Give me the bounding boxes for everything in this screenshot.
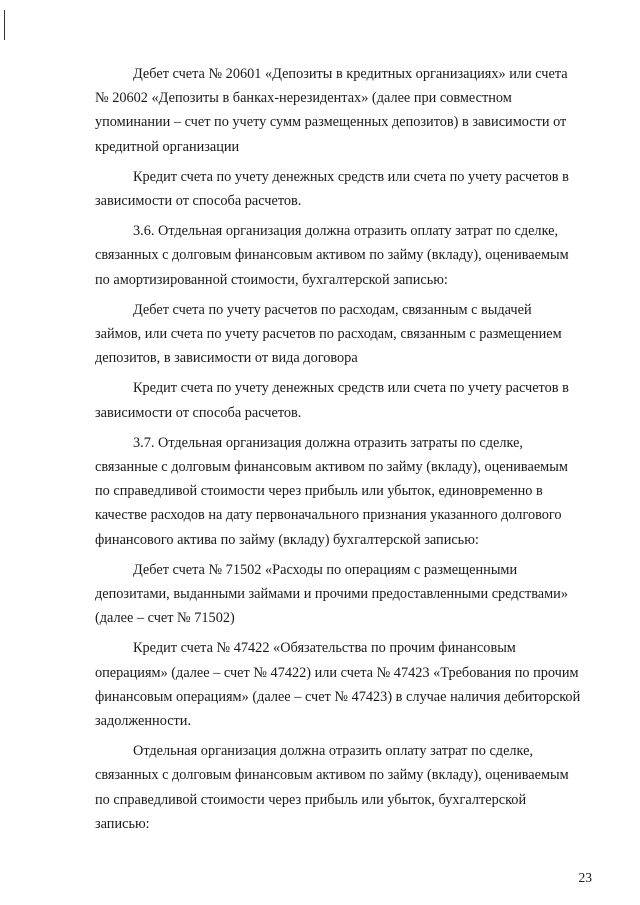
paragraph-fair-value-costs: Отдельная организация должна отразить оплату затрат по сделке, связанных с долговым финансовым активом по займу (вкладу), оцениваемым по справедливой стоимости через прибыль или убыток, бухгалтерской записью: bbox=[95, 743, 569, 832]
paragraph-credit-cash-2: Кредит счета по учету денежных средств или счета по учету расчетов в зависимости от способа расчетов. bbox=[95, 380, 569, 421]
paragraph-debit-71502: Дебет счета № 71502 «Расходы по операциям с размещенными депозитами, выданными займами и прочими предоставленными средствами» (далее – счет № 71502) bbox=[95, 561, 568, 627]
page-number: 23 bbox=[578, 870, 592, 885]
paragraph-credit-cash: Кредит счета по учету денежных средств или счета по учету расчетов в зависимости от способа расчетов. bbox=[95, 168, 569, 210]
paragraph-section-3-7: 3.7. Отдельная организация должна отразить затраты по сделке, связанные с долговым финансовым активом по займу (вкладу), оцениваемым по справедливой стоимости через прибыль или убыток, единовременно в качестве расходов на дату первоначального признания указанного долгового финансового актива по займу (вкладу) бухгалтерской записью: bbox=[95, 434, 568, 548]
scan-margin-mark bbox=[4, 10, 5, 40]
paragraph-debit-20601: Дебет счета № 20601 «Депозиты в кредитных организациях» или счета № 20602 «Депозиты в банках-нерезидентах» (далее при совместном упоминании – счет по учету сумм размещенных депозитов) в зависимости от кредитной организации bbox=[95, 66, 568, 155]
paragraph-credit-47422: Кредит счета № 47422 «Обязательства по прочим финансовым операциям» (далее – счет № 47422) или счета № 47423 «Требования по прочим финансовым операциям» (далее – счет № 47423) в случае наличия дебиторской задолженности. bbox=[95, 640, 581, 730]
document-body bbox=[95, 62, 595, 840]
paragraph-debit-loans: Дебет счета по учету расчетов по расходам, связанным с выдачей займов, или счета по учету расчетов по расходам, связанным с размещением депозитов, в зависимости от вида договора bbox=[95, 301, 562, 367]
paragraph-section-3-6: 3.6. Отдельная организация должна отразить оплату затрат по сделке, связанных с долговым финансовым активом по займу (вкладу), оцениваемым по амортизированной стоимости, бухгалтерской записью: bbox=[95, 223, 569, 288]
